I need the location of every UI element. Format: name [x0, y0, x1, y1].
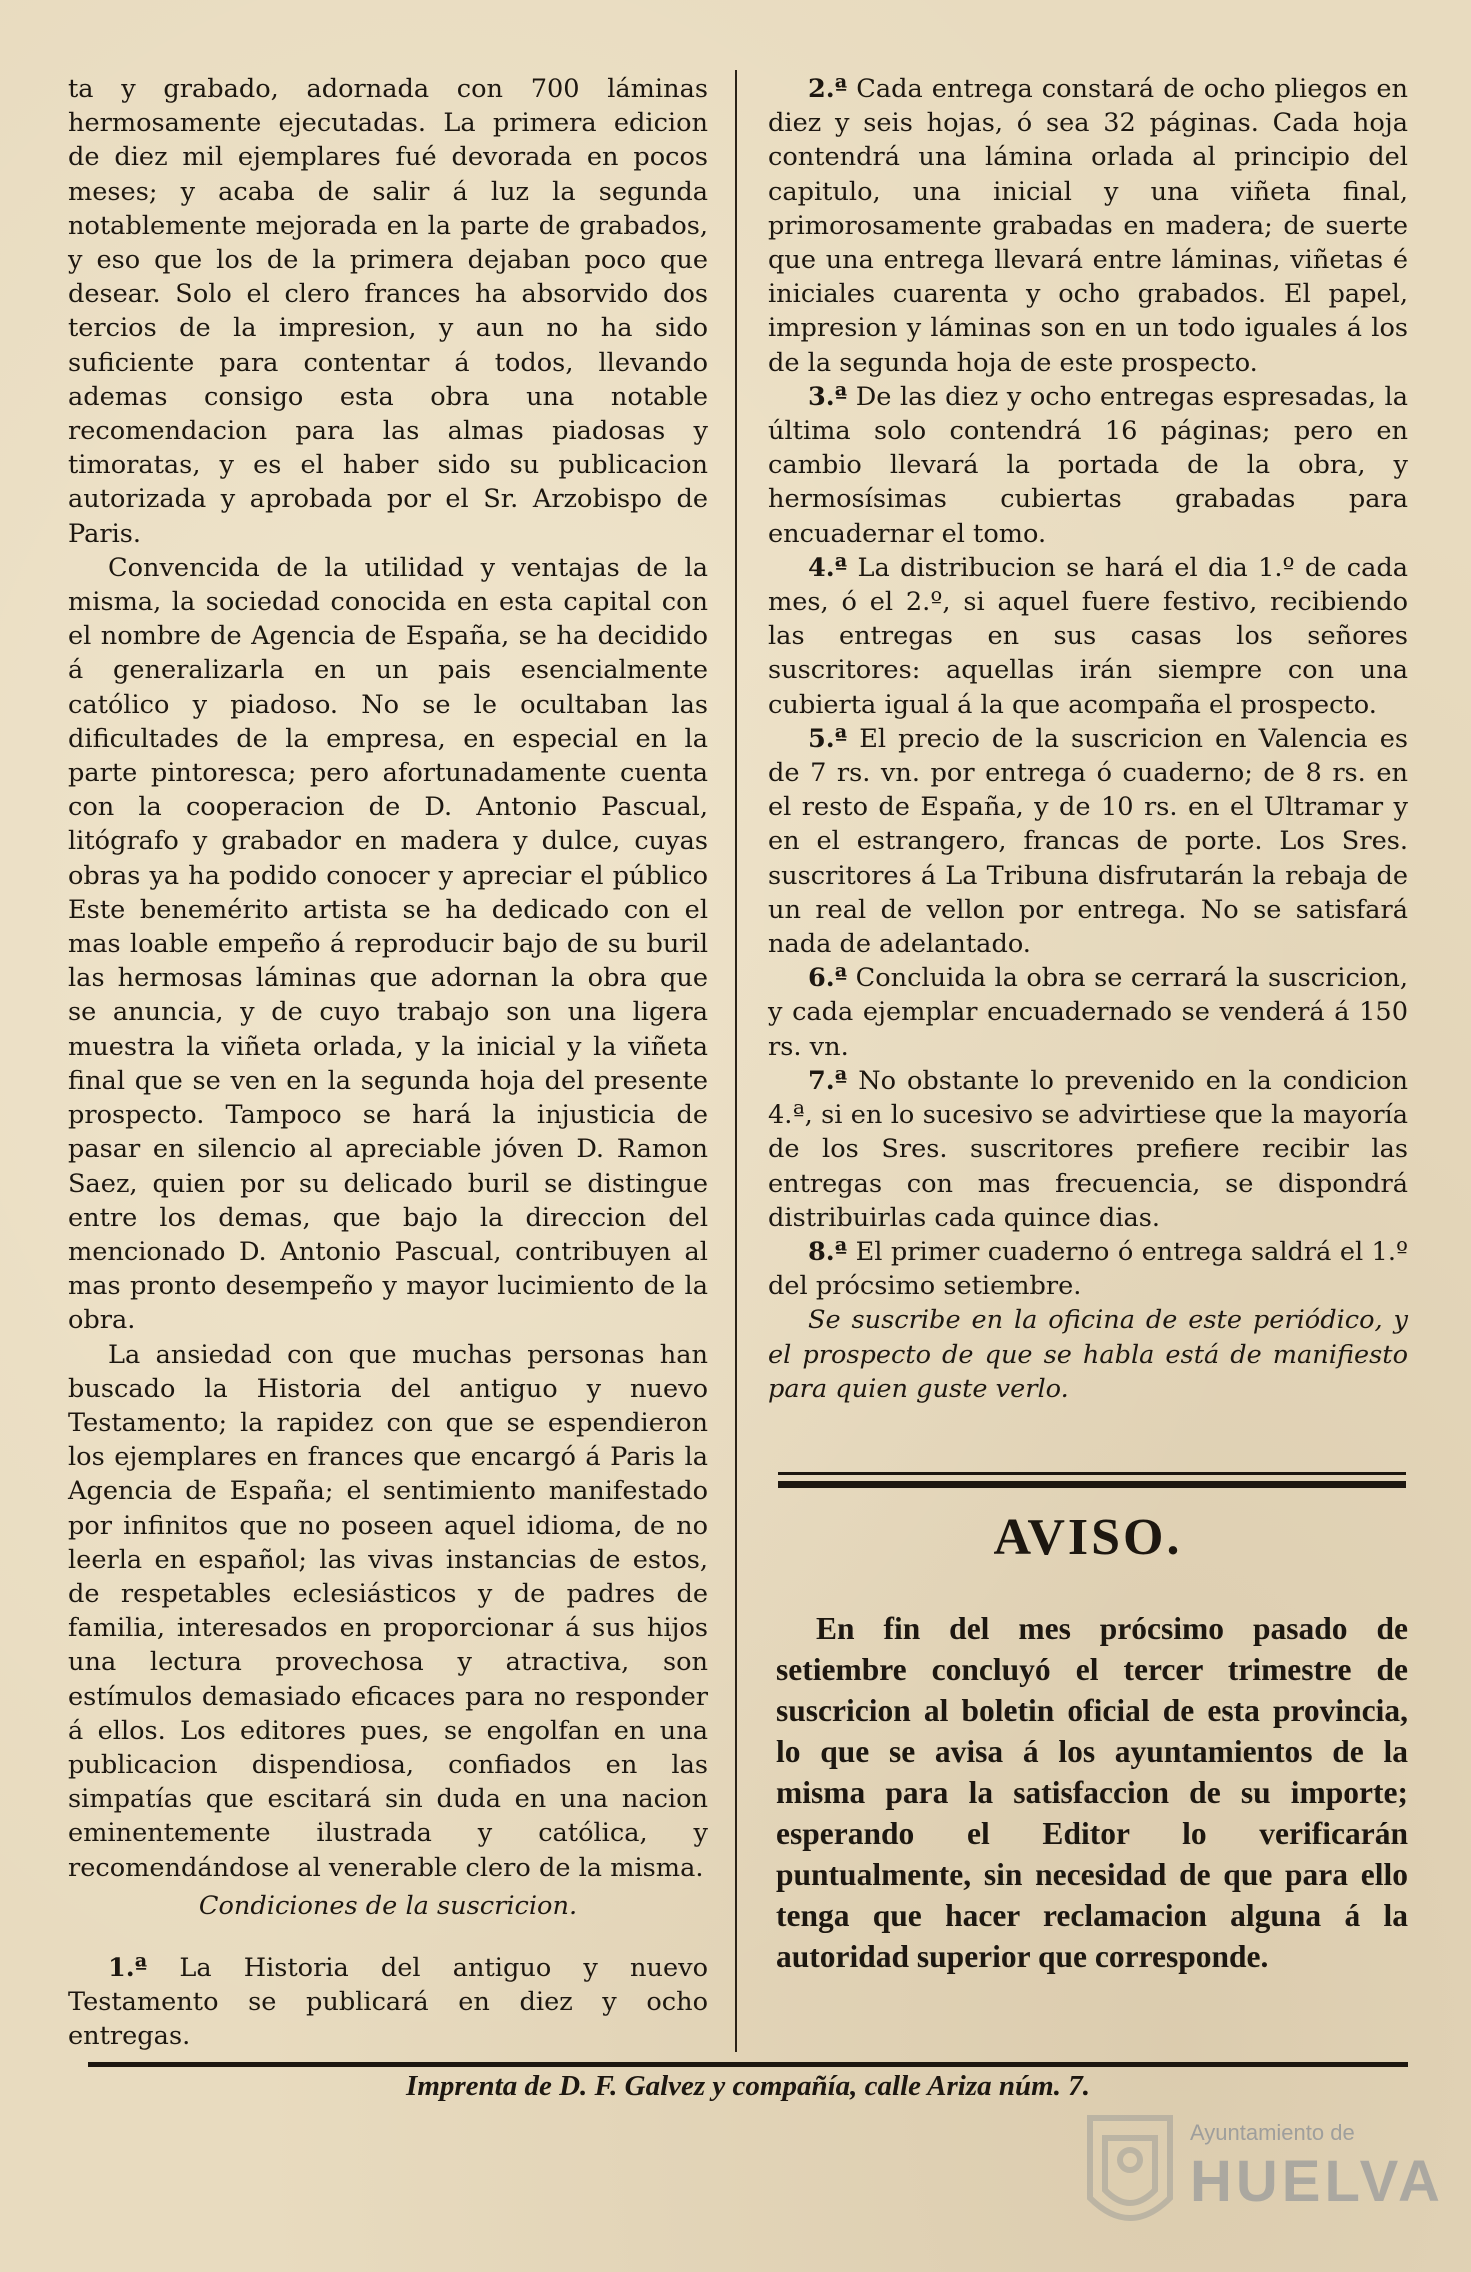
condition-1 — [68, 1951, 708, 2054]
aviso-title: AVISO. — [993, 1509, 1183, 1566]
condition-number: 6.ª — [808, 963, 848, 994]
condition-number: 7.ª — [808, 1065, 848, 1096]
left-column — [68, 72, 708, 2052]
separator-thin-rule — [778, 1472, 1406, 1475]
column-divider — [735, 70, 737, 2052]
condition-7 — [768, 1064, 1408, 1235]
condition-text: Cada entrega constará de ocho pliegos en diez y seis hojas, ó sea 32 páginas. Cada hoja contendrá una lámina orlada al principio del capitulo, una inicial y una viñeta final, primorosamente grabadas en madera; de suerte que una entrega llevará entre láminas, viñetas é iniciales cuarenta y ocho grabados. El papel, impresion y láminas son en un todo iguales á los de la segunda hoja de este prospecto. — [768, 74, 1408, 378]
condition-text: La distribucion se hará el dia 1.º de cada mes, ó el 2.º, si aquel fuere festivo, recibiendo las entregas en sus casas los señores suscritores: aquellas irán siempre con una cubierta igual á la que acompaña el prospecto. — [768, 552, 1409, 720]
watermark-line1: Ayuntamiento de — [1190, 2120, 1355, 2145]
condition-number: 1.ª — [108, 1952, 148, 1983]
condition-4 — [768, 551, 1408, 722]
condition-text: El precio de la suscricion en Valencia es de 7 rs. vn. por entrega ó cuaderno; de 8 rs. en el resto de España, y de 10 rs. en el Ultramar y en el estrangero, francas de porte. Los Sres. suscritores á La Tribuna disfrutarán la rebaja de un real de vellon por entrega. No se satisfará nada de adelantado. — [768, 723, 1408, 960]
aviso-paragraph: En fin del mes prócsimo pasado de setiembre concluyó el tercer trimestre de suscricion al boletin oficial de esta provincia, lo que se avisa á los ayuntamientos de la misma para la satisfaccion de su importe; esperando el Editor lo verificarán puntualmente, sin necesidad de que para ello tenga que hacer reclamacion alguna á la autoridad superior que corresponde. — [776, 1611, 1408, 1974]
paragraph-ansiedad: La ansiedad con que muchas personas han buscado la Historia del antiguo y nuevo Testamento; la rapidez con que se espendieron los ejemplares en frances que encargó á Paris la Agencia de España; el sentimiento manifestado por infinitos que no poseen aquel idioma, de no leerla en español; las vivas instancias de estos, de respetables eclesiásticos y de padres de familia, interesados en proporcionar á sus hijos una lectura provechosa y atractiva, son estímulos demasiado eficaces para no responder á ellos. Los editores pues, se engolfan en una publicacion dispendiosa, confiados en las simpatías que escitará sin duda en una nacion eminentemente ilustrada y católica, y recomendándose al venerable clero de la misma. — [68, 1339, 708, 1883]
watermark-line2: HUELVA — [1190, 2149, 1444, 2214]
condition-number: 5.ª — [808, 723, 848, 754]
footer-rule — [88, 2062, 1408, 2067]
condition-6 — [768, 961, 1408, 1064]
condition-5 — [768, 722, 1408, 961]
condition-text: El primer cuaderno ó entrega saldrá el 1.º del prócsimo setiembre. — [768, 1236, 1409, 1302]
condition-text: No obstante lo prevenido en la condicion 4.ª, si en lo sucesivo se advirtiese que la mayoría de los Sres. suscritores prefiere recibir las entregas con mas frecuencia, se dispondrá distribuirlas cada quince dias. — [768, 1065, 1408, 1233]
conditions-heading: Condiciones de la suscricion. — [198, 1890, 578, 1921]
condition-number: 8.ª — [808, 1236, 848, 1267]
separator-thick-rule — [778, 1481, 1406, 1488]
condition-3 — [768, 380, 1408, 551]
right-column — [768, 72, 1408, 1406]
condition-8 — [768, 1235, 1408, 1303]
imprint-line: Imprenta de D. F. Galvez y compañía, calle Ariza núm. 7. — [406, 2070, 1090, 2102]
subscription-note: Se suscribe en la oficina de este periódico, y el prospecto de que se habla está de manifiesto para quien guste verlo. — [768, 1305, 1408, 1404]
condition-text: De las diez y ocho entregas espresadas, la última solo contendrá 16 páginas; pero en cambio llevará la portada de la obra, y hermosísimas cubiertas grabadas para encuadernar el tomo. — [768, 381, 1409, 549]
condition-number: 3.ª — [808, 381, 848, 412]
condition-text: La Historia del antiguo y nuevo Testamento se publicará en diez y ocho entregas. — [68, 1952, 708, 2052]
condition-number: 2.ª — [808, 74, 848, 104]
aviso-body — [776, 1608, 1408, 1977]
condition-text: Concluida la obra se cerrará la suscricion, y cada ejemplar encuadernado se venderá á 150 rs. vn. — [768, 963, 1409, 1062]
aviso-separator — [778, 1472, 1406, 1488]
condition-2 — [768, 72, 1408, 380]
paragraph-agencia: Convencida de la utilidad y ventajas de la misma, la sociedad conocida en esta capital con el nombre de Agencia de España, se ha decidido á generalizarla en un pais esencialmente católico y piadoso. No se le ocultaban las dificultades de la empresa, en especial en la parte pintoresca; pero afortunadamente cuenta con la cooperacion de D. Antonio Pascual, litógrafo y grabador en madera y dulce, cuyas obras ya ha podido conocer y apreciar el público Este benemérito artista se ha dedicado con el mas loable empeño á reproducir bajo de su buril las hermosas láminas que adornan la obra que se anuncia, y de cuyo trabajo son una ligera muestra la viñeta orlada, y la inicial y la viñeta final que se ven en la segunda hoja del presente prospecto. Tampoco se hará la injusticia de pasar en silencio al apreciable jóven D. Ramon Saez, quien por su delicado buril se distingue entre los demas, que bajo la direccion del mencionado D. Antonio Pascual, contribuyen al mas pronto desempeño y mayor lucimiento de la obra. — [68, 552, 708, 1336]
paragraph-intro: ta y grabado, adornada con 700 láminas hermosamente ejecutadas. La primera edicion de diez mil ejemplares fué devorada en pocos meses; y acaba de salir á luz la segunda notablemente mejorada en la parte de grabados, y eso que los de la primera dejaban poco que desear. Solo el clero frances ha absorvido dos tercios de la impresion, y aun no ha sido suficiente para contentar á todos, llevando ademas consigo esta obra una notable recomendacion para las almas piadosas y timoratas, y es el haber sido su publicacion autorizada y aprobada por el Sr. Arzobispo de Paris. — [68, 74, 708, 549]
condition-number: 4.ª — [808, 552, 848, 583]
